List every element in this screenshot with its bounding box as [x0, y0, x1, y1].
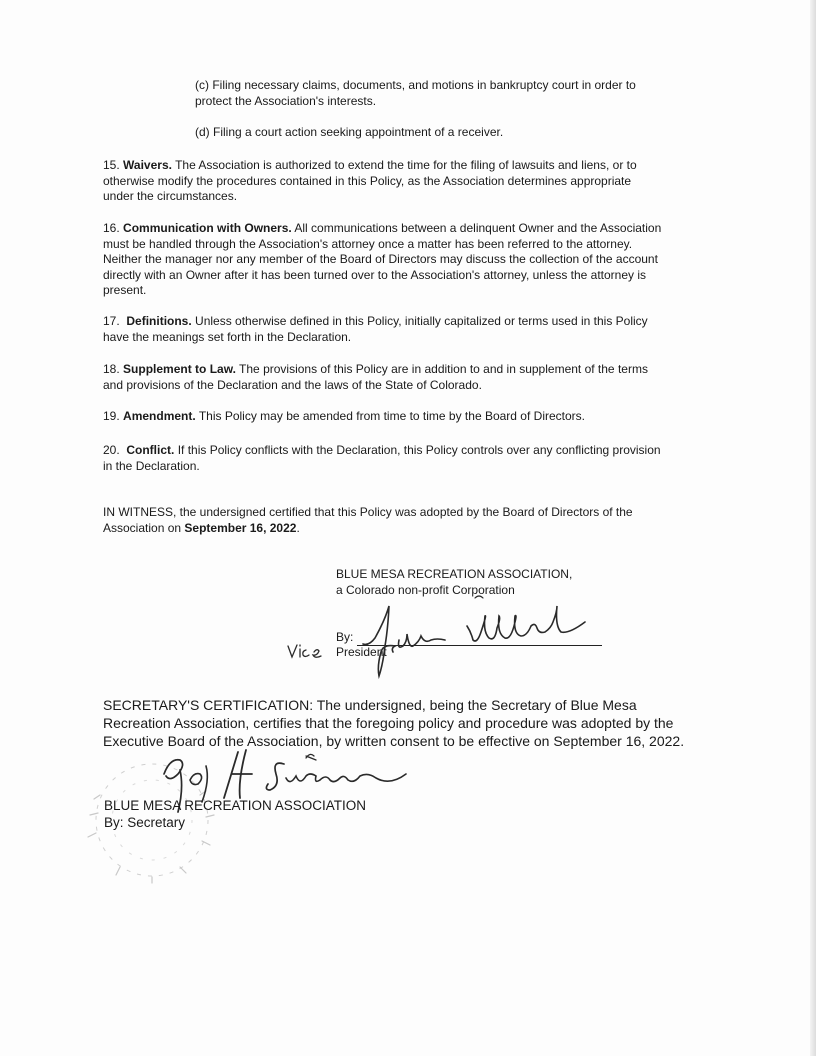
section-15-line1: The Association is authorized to extend the time for the filing of lawsuits and liens, or to: [171, 158, 637, 172]
signature-org-name: BLUE MESA RECREATION ASSOCIATION,: [336, 567, 573, 581]
signature-org-desc: a Colorado non-profit Corporation: [336, 583, 515, 597]
item-c-line2: protect the Association's interests.: [195, 93, 377, 108]
section-18-line1: The provisions of this Policy are in addition to and in supplement of the terms: [235, 362, 648, 376]
section-20-line1: If this Policy conflicts with the Declaration, this Policy controls over any conflicting provision: [174, 443, 661, 457]
section-17: [103, 314, 713, 345]
section-18-line2: and provisions of the Declaration and the laws of the State of Colorado.: [103, 377, 482, 392]
section-15: [103, 158, 713, 205]
secretary-cert-line1: SECRETARY'S CERTIFICATION: The undersigned, being the Secretary of Blue Mesa: [103, 697, 637, 713]
secretary-cert-line2: Recreation Association, certifies that the foregoing policy and procedure was adopted by the: [103, 715, 674, 731]
section-19-number: 19.: [103, 409, 120, 423]
secretary-org-name: BLUE MESA RECREATION ASSOCIATION: [104, 798, 367, 813]
section-15-line3: under the circumstances.: [103, 189, 238, 203]
section-16-line2: must be handled through the Association's attorney once a matter has been referred to the attorney.: [103, 236, 633, 251]
section-17-line1: Unless otherwise defined in this Policy, initially capitalized or terms used in this Policy: [191, 314, 648, 328]
section-17-heading: Definitions.: [126, 314, 192, 328]
secretary-cert-line3: Executive Board of the Association, by written consent to be effective on September 16, 2022.: [103, 733, 685, 749]
witness-paragraph: [103, 505, 713, 536]
section-20-line2: in the Declaration.: [103, 458, 200, 473]
section-16-line3: Neither the manager nor any member of the Board of Directors may discuss the collection of the account: [103, 252, 658, 266]
section-20-heading: Conflict.: [126, 443, 175, 457]
section-18-number: 18.: [103, 362, 120, 376]
section-19-heading: Amendment.: [123, 409, 196, 423]
section-18-heading: Supplement to Law.: [123, 362, 236, 376]
section-16-heading: Communication with Owners.: [123, 221, 292, 235]
item-d: [195, 125, 715, 141]
section-15-number: 15.: [103, 158, 120, 172]
section-16-line5: present.: [103, 283, 147, 297]
section-19: [103, 409, 713, 425]
section-15-heading: Waivers.: [123, 158, 172, 172]
page-edge-shadow: [810, 0, 816, 1056]
section-15-line2: otherwise modify the procedures contained in this Policy, as the Association determines appropriate: [103, 173, 632, 188]
section-19-line1: This Policy may be amended from time to time by the Board of Directors.: [195, 409, 585, 423]
section-16-line1: All communications between a delinquent Owner and the Association: [291, 221, 662, 235]
section-17-line2: have the meanings set forth in the Declaration.: [103, 329, 352, 344]
president-signature: [355, 592, 605, 682]
section-16-line4: directly with an Owner after it has been turned over to the Association's attorney, unless the attorney is: [103, 267, 647, 282]
handwritten-vice: [286, 640, 336, 662]
section-20: [103, 443, 713, 474]
witness-line2-suffix: .: [296, 520, 300, 535]
section-18: [103, 362, 713, 393]
item-c-line1: (c) Filing necessary claims, documents, and motions in bankruptcy court in order to: [195, 78, 636, 92]
section-16-number: 16.: [103, 221, 120, 235]
witness-line2-prefix: Association on: [103, 520, 185, 535]
section-20-number: 20.: [103, 443, 120, 457]
section-17-number: 17.: [103, 314, 120, 328]
item-c: [195, 78, 715, 109]
witness-date: September 16, 2022: [184, 520, 297, 535]
signature-title: President: [336, 645, 387, 659]
item-d-line1: (d) Filing a court action seeking appointment of a receiver.: [195, 125, 504, 139]
section-16: [103, 221, 713, 299]
witness-line1: IN WITNESS, the undersigned certified that this Policy was adopted by the Board of Directors of the: [103, 505, 633, 519]
signature-by-label: By:: [336, 630, 354, 644]
secretary-by-label: By: Secretary: [104, 815, 186, 830]
